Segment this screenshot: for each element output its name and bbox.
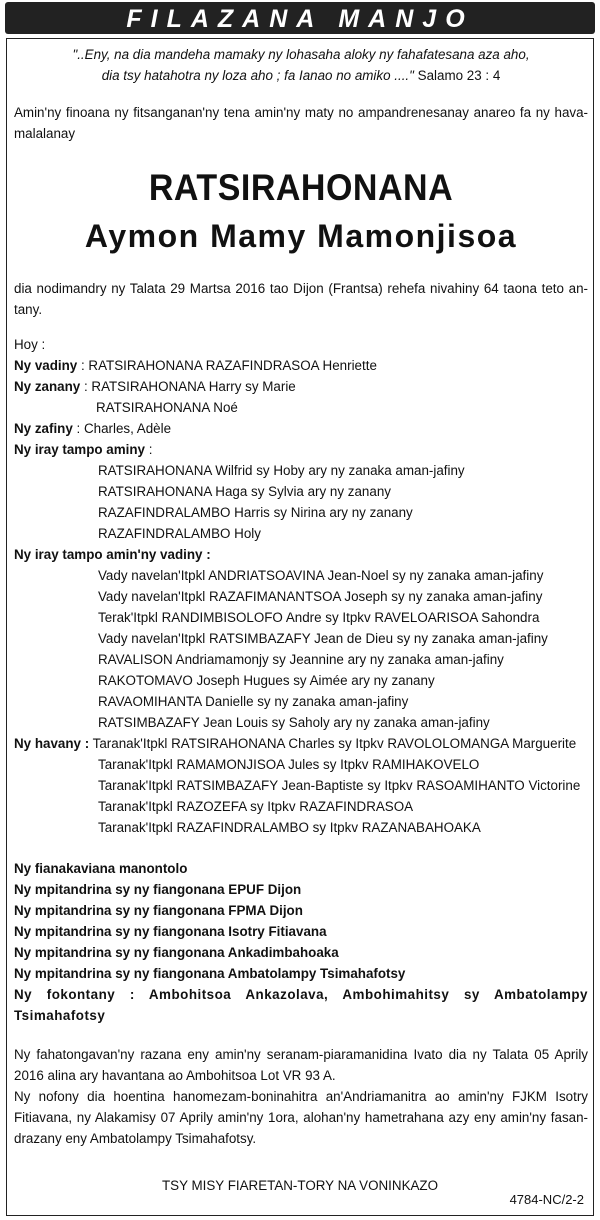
list-item: RATSIRAHONANA Wilfrid sy Hoby ary ny zanaka aman-jafiny (98, 463, 465, 478)
organization-item: Ny mpitandrina sy ny fiangonana Ankadimbahoaka (14, 945, 339, 960)
list-item: RAVALISON Andriamamonjy sy Jeannine ary ny zanaka aman-jafiny (98, 652, 504, 667)
children-line (14, 376, 588, 397)
list-item: RAVAOMIHANTA Danielle sy ny zanaka aman-jafiny (98, 694, 409, 709)
family-intro: Hoy : (14, 337, 46, 352)
notice-content (14, 44, 588, 1149)
list-item: Taranak'Itpkl RAMAMONJISOA Jules sy Itpkv RAMIHAKOVELO (98, 757, 480, 772)
deceased-given-names: Aymon Mamy Mamonjisoa (84, 218, 518, 254)
list-item: Vady navelan'Itpkl ANDRIATSOAVINA Jean-Noel sy ny zanaka aman-jafiny (98, 568, 544, 583)
list-item: Taranak'Itpkl RAZOZEFA sy Itpkv RAZAFINDRASOA (98, 799, 414, 814)
header-bar (5, 2, 595, 34)
spouse-text: : RATSIRAHONANA RAZAFINDRASOA Henriette (77, 358, 377, 373)
organization-item: Ny mpitandrina sy ny fiangonana Isotry Fitiavana (14, 924, 327, 939)
deceased-surname: RATSIRAHONANA (148, 167, 454, 209)
quote-reference: Salamo 23 : 4 (417, 68, 501, 83)
header-title: FILAZANA MANJO (126, 5, 474, 33)
children-label: Ny zanany (14, 379, 81, 394)
list-item: RAZAFINDRALAMBO Harris sy Nirina ary ny zanany (98, 505, 413, 520)
list-item: RATSIMBAZAFY Jean Louis sy Saholy ary ny zanaka aman-jafiny (98, 715, 490, 730)
grandchildren-line (14, 418, 588, 439)
list-item: Taranak'Itpkl RATSIMBAZAFY Jean-Baptiste sy Itpkv RASOAMIHANTO Victorine (98, 778, 581, 793)
siblings-heading (14, 439, 588, 460)
quote-text-2: dia tsy hatahotra ny loza aho ; fa Ianao no amiko ...." (101, 68, 414, 83)
spacer (14, 838, 588, 858)
ad-code: 4784-NC/2-2 (509, 1192, 584, 1207)
footer-notice: TSY MISY FIARETAN-TORY NA VONINKAZO (161, 1178, 439, 1193)
funeral-arrival: Ny fahatongavan'ny razana eny amin'ny seranam-piaramanidina Ivato dia ny Talata 05 Aprily 2016 alina ary havantana ao Ambohitsoa Lot VR 93 A. (14, 1047, 588, 1083)
list-item: Terak'Itpkl RANDIMBISOLOFO Andre sy Itpkv RAVELOARISOA Sahondra (98, 610, 540, 625)
list-item: Vady navelan'Itpkl RATSIMBAZAFY Jean de Dieu sy ny zanaka aman-jafiny (98, 631, 548, 646)
organization-item: Ny mpitandrina sy ny fiangonana Ambatolampy Tsimahafotsy (14, 966, 406, 981)
relatives-label: Ny havany : (14, 736, 90, 751)
list-item: Taranak'Itpkl RAZAFINDRALAMBO sy Itpkv RAZANABAHOAKA (98, 820, 481, 835)
spouse-line (14, 355, 588, 376)
organization-item: Ny mpitandrina sy ny fiangonana EPUF Dijon (14, 882, 302, 897)
bible-quote (14, 44, 588, 86)
list-item: RAKOTOMAVO Joseph Hugues sy Aimée ary ny zanany (98, 673, 435, 688)
organization-item: Ny mpitandrina sy ny fiangonana FPMA Dijon (14, 903, 303, 918)
siblings-suffix: : (144, 442, 153, 457)
quote-line-1: "..Eny, na dia mandeha mamaky ny lohasaha aloky ny fahafatesana aza aho, (72, 47, 530, 62)
death-notice: dia nodimandry ny Talata 29 Martsa 2016 tao Dijon (Frantsa) rehefa nivahiny 64 taona teto an-tany. (14, 281, 588, 317)
intro-paragraph: Amin'ny finoana ny fitsanganan'ny tena amin'ny maty no ampandrenesanay anareo fa ny hava-malalanay (14, 105, 588, 141)
list-item: Vady navelan'Itpkl RAZAFIMANANTSOA Joseph sy ny zanaka aman-jafiny (98, 589, 543, 604)
list-item: RATSIRAHONANA Haga sy Sylvia ary ny zanany (98, 484, 391, 499)
funeral-service: Ny nofony dia hoentina hanomezam-boninahitra an'Andriamanitra ao amin'ny FJKM Isotry Fitiavana, ny Alakamisy 07 Aprily amin'ny 1ora, alohan'ny hametrahana azy eny amin'ny fasan-drazany eny Ambatolampy Tsimahafotsy. (14, 1089, 588, 1146)
grandchildren-text: : Charles, Adèle (72, 421, 172, 436)
relatives-first: Taranak'Itpkl RATSIRAHONANA Charles sy Itpkv RAVOLOLOMANGA Marguerite (89, 736, 577, 751)
quote-line-2 (14, 65, 588, 86)
organization-item: Ny fianakaviana manontolo (14, 861, 188, 876)
children-extra: RATSIRAHONANA Noé (96, 400, 238, 415)
spouse-siblings-heading: Ny iray tampo amin'ny vadiny : (14, 547, 211, 562)
organizations-list (14, 858, 588, 1026)
grandchildren-label: Ny zafiny (14, 421, 73, 436)
children-text: : RATSIRAHONANA Harry sy Marie (80, 379, 296, 394)
list-item: RAZAFINDRALAMBO Holy (98, 526, 261, 541)
spouse-label: Ny vadiny (14, 358, 78, 373)
siblings-label: Ny iray tampo aminy (14, 442, 145, 457)
relatives-line (14, 733, 588, 754)
fokontany-item: Ny fokontany : Ambohitsoa Ankazolava, Ambohimahitsy sy Ambatolampy Tsimahafotsy (14, 987, 588, 1023)
